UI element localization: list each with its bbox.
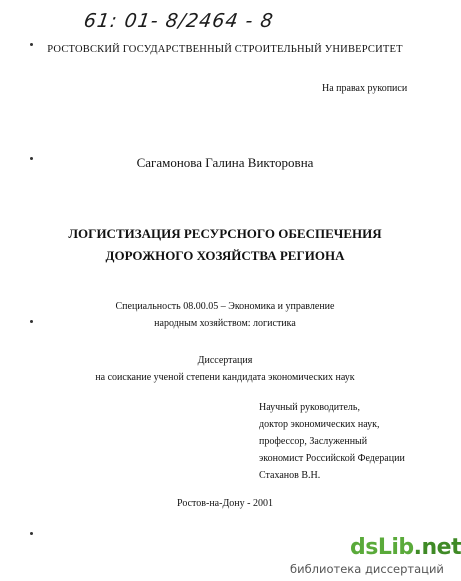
dissertation-line: Диссертация bbox=[197, 355, 253, 366]
dslib-logo-link[interactable] bbox=[350, 535, 461, 560]
university-name: РОСТОВСКИЙ ГОСУДАРСТВЕННЫЙ СТРОИТЕЛЬНЫЙ УНИВЕРСИТЕТ bbox=[47, 44, 403, 55]
supervisor-line: Научный руководитель, bbox=[259, 402, 360, 413]
supervisor-line: Стаханов В.Н. bbox=[259, 470, 321, 481]
handwritten-catalog-code: 61: 01- 8/2464 - 8 bbox=[82, 10, 276, 32]
scan-hole-dot bbox=[30, 532, 33, 535]
specialty-line: Специальность 08.00.05 – Экономика и управление bbox=[115, 301, 335, 312]
dissertation-type-block bbox=[0, 352, 450, 386]
logo-main-text: dsLib bbox=[350, 535, 414, 560]
dissertation-line: на соискание ученой степени кандидата экономических наук bbox=[95, 372, 355, 383]
dissertation-title bbox=[0, 223, 450, 267]
manuscript-rights-note: На правах рукописи bbox=[322, 83, 408, 94]
title-line: ЛОГИСТИЗАЦИЯ РЕСУРСНОГО ОБЕСПЕЧЕНИЯ bbox=[68, 226, 382, 241]
specialty-block bbox=[0, 298, 450, 332]
place-and-year: Ростов-на-Дону - 2001 bbox=[177, 498, 273, 509]
supervisor-line: экономист Российской Федерации bbox=[259, 453, 405, 464]
watermark-tagline: библиотека диссертаций bbox=[290, 562, 444, 576]
specialty-line: народным хозяйством: логистика bbox=[154, 318, 296, 329]
title-line: ДОРОЖНОГО ХОЗЯЙСТВА РЕГИОНА bbox=[105, 248, 345, 263]
supervisor-line: доктор экономических наук, bbox=[259, 419, 380, 430]
author-name: Сагамонова Галина Викторовна bbox=[136, 155, 314, 170]
logo-tld-text: .net bbox=[413, 535, 461, 560]
supervisor-block bbox=[259, 399, 405, 484]
supervisor-line: профессор, Заслуженный bbox=[259, 436, 368, 447]
